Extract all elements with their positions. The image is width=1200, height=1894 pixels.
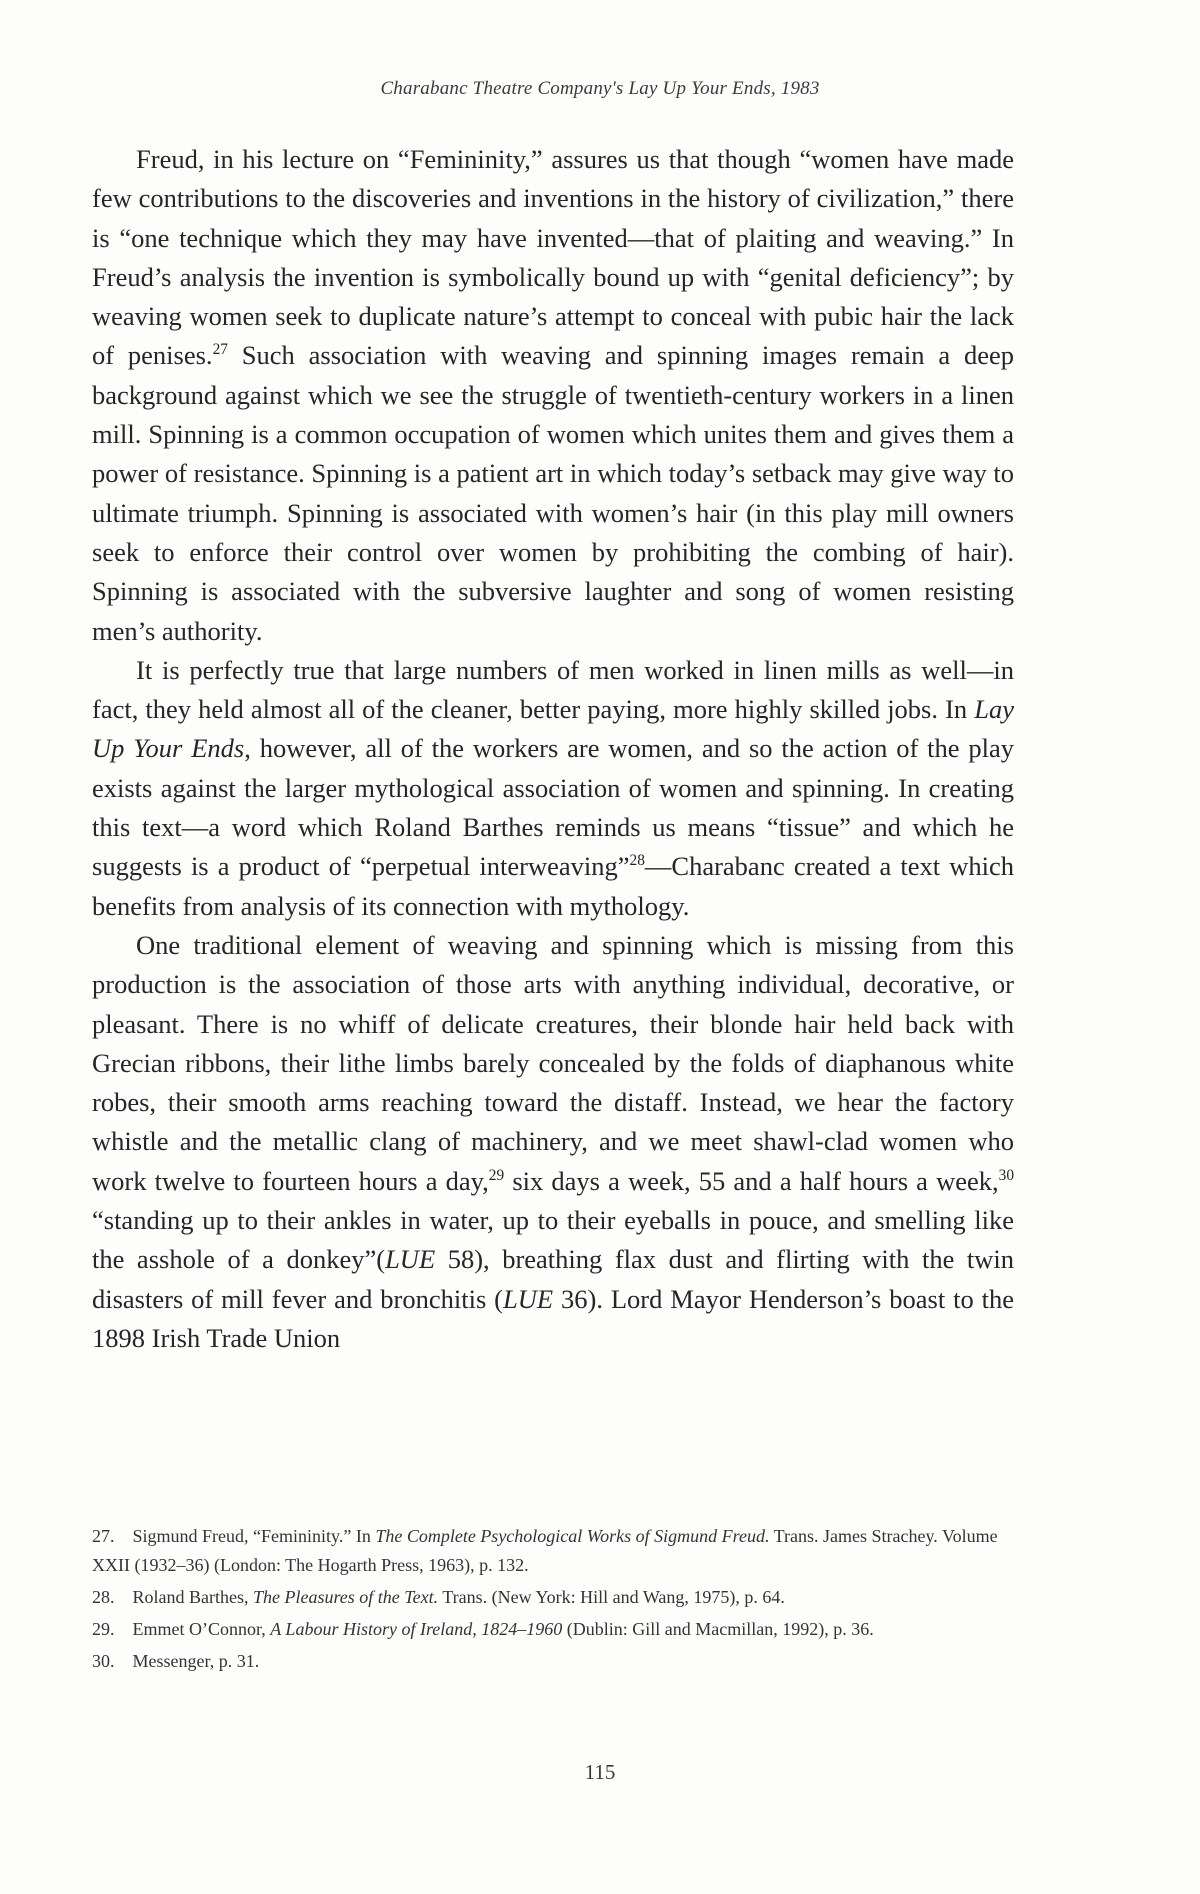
text-run: (Dublin: Gill and Macmillan, 1992), p. 36. <box>562 1619 874 1639</box>
text-run: One traditional element of weaving and spinning which is missing from this production is the association of those arts with anything individual, decorative, or pleasant. There is no whiff of delicate creatures, their blonde hair held back with Grecian ribbons, their lithe limbs barely concealed by the folds of diaphanous white robes, their smooth arms reaching toward the distaff. Instead, we hear the factory whistle and the metallic clang of machinery, and we meet shawl-clad women who work twelve to fourteen hours a day, <box>92 929 1014 1196</box>
text-run: Such association with weaving and spinning images remain a deep background against which we see the struggle of twentieth-century workers in a linen mill. Spinning is a common occupation of women which unites them and gives them a power of resistance. Spinning is a patient art in which today’s setback may give way to ultimate triumph. Spinning is associated with women’s hair (in this play mill owners seek to enforce their control over women by prohibiting the combing of hair). Spinning is associated with the subversive laughter and song of women resisting men’s authority. <box>92 340 1014 646</box>
text-run: “standing up to their ankles in water, up to their eyeballs in pouce, and smelling like the asshole of a donkey”( <box>92 1205 1014 1275</box>
italic-text: LUE <box>385 1244 436 1275</box>
italic-text: The Pleasures of the Text. <box>252 1587 439 1607</box>
footnote <box>92 1647 1014 1676</box>
text-run: —Charabanc created a text which benefits from analysis of its connection with mythology. <box>92 851 1014 921</box>
footnotes <box>92 1522 1014 1679</box>
text-run: Trans. James Strachey. Volume XXII (1932–36) (London: The Hogarth Press, 1963), p. 132. <box>92 1526 998 1575</box>
paragraph <box>92 140 1014 651</box>
text-run: 36). Lord Mayor Henderson’s boast to the 1898 Irish Trade Union <box>92 1283 1014 1353</box>
footnote-ref: 29 <box>488 1166 505 1184</box>
text-run: Freud, in his lecture on “Femininity,” assures us that though “women have made few contributions to the discoveries and inventions in the history of civilization,” there is “one technique which they may have invented—that of plaiting and weaving.” In Freud’s analysis the invention is symbolically bound up with “genital deficiency”; by weaving women seek to duplicate nature’s attempt to conceal with pubic hair the lack of penises. <box>92 144 1014 371</box>
footnote <box>92 1615 1014 1644</box>
footnote <box>92 1583 1014 1612</box>
footnote-ref: 28 <box>629 852 645 870</box>
text-run: six days a week, 55 and a half hours a week, <box>504 1165 999 1196</box>
italic-text: LUE <box>503 1283 554 1314</box>
text-run: 28. Roland Barthes, <box>92 1587 253 1607</box>
running-head: Charabanc Theatre Company's Lay Up Your Ends, 1983 <box>380 78 820 99</box>
text-run: 58), breathing flax dust and flirting with the twin disasters of mill fever and bronchitis ( <box>92 1244 1015 1314</box>
italic-text: A Labour History of Ireland, 1824–1960 <box>270 1619 563 1639</box>
body-text <box>92 140 1014 1358</box>
text-run: 30. Messenger, p. 31. <box>92 1651 260 1671</box>
footnote-ref: 27 <box>212 341 228 359</box>
text-run: 27. Sigmund Freud, “Femininity.” In <box>92 1526 376 1546</box>
text-run: Trans. (New York: Hill and Wang, 1975), p. 64. <box>438 1587 785 1607</box>
footnote-ref: 30 <box>998 1166 1015 1184</box>
paragraph <box>92 926 1014 1358</box>
footnote <box>92 1522 1014 1580</box>
paragraph <box>92 651 1014 926</box>
page-number: 115 <box>584 1760 616 1784</box>
text-run: 29. Emmet O’Connor, <box>92 1619 271 1639</box>
italic-text: The Complete Psychological Works of Sigmund Freud. <box>375 1526 770 1546</box>
text-run: , however, all of the workers are women, and so the action of the play exists against the larger mythological association of women and spinning. In creating this text—a word which Roland Barthes reminds us means “tissue” and which he suggests is a product of “perpetual interweaving” <box>92 733 1014 882</box>
text-run: It is perfectly true that large numbers of men worked in linen mills as well—in fact, they held almost all of the cleaner, better paying, more highly skilled jobs. In <box>92 654 1014 725</box>
italic-text: Lay Up Your Ends <box>92 694 1014 764</box>
